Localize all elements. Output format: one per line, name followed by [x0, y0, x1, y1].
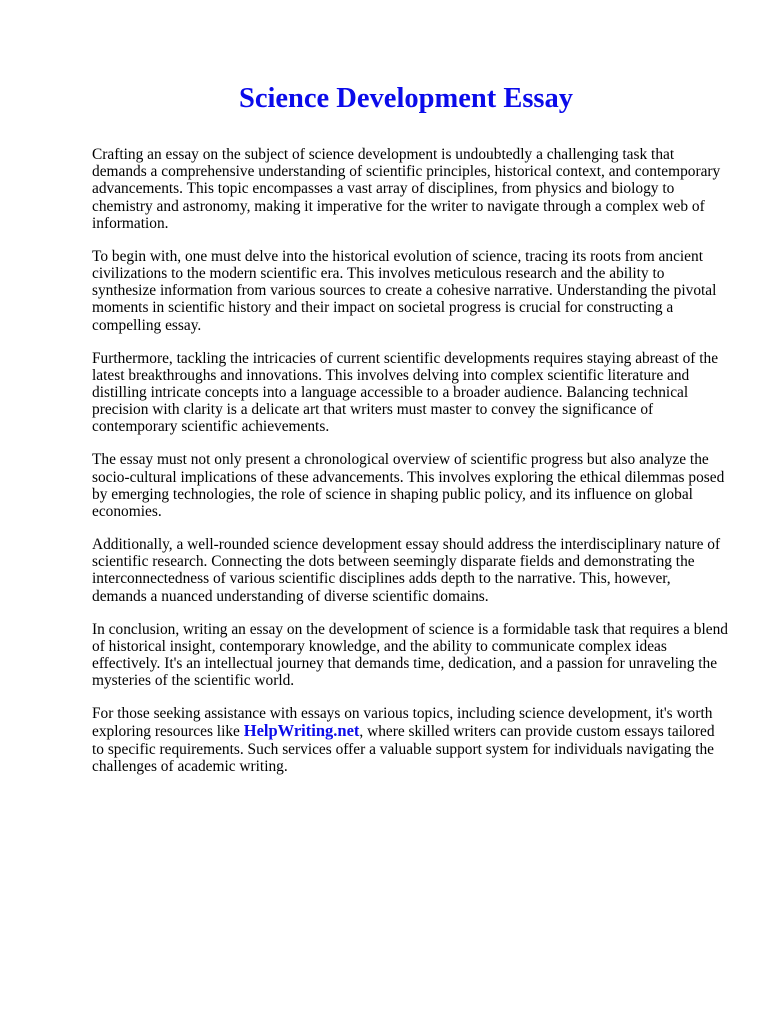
document-title: Science Development Essay	[238, 83, 574, 114]
assistance-text-after-link: , where skilled writers can provide custom essays tailored to specific requirements. Such services offer a valuable support system for individuals navigating the challenges of academic writing.	[92, 723, 715, 775]
paragraph-current-developments: Furthermore, tackling the intricacies of current scientific developments requires staying abreast of the latest breakthroughs and innovations. This involves delving into complex scientific literature and distilling intricate concepts into a language accessible to a broader audience. Balancing technical precision with clarity is a delicate art that writers must master to convey the significance of contemporary scientific achievements.	[92, 349, 719, 436]
assistance-text-before-link: For those seeking assistance with essays on various topics, including science development, it's worth exploring resources like	[92, 705, 713, 741]
paragraph-interdisciplinary: Additionally, a well-rounded science development essay should address the interdisciplinary nature of scientific research. Connecting the dots between seemingly disparate fields and demonstrating the interconnectedness of various scientific disciplines adds depth to the narrative. This, however, demands a nuanced understanding of diverse scientific domains.	[92, 536, 721, 605]
paragraph-history: To begin with, one must delve into the historical evolution of science, tracing its roots from ancient civilizations to the modern scientific era. This involves meticulous research and the ability to synthesize information from various sources to create a cohesive narrative. Understanding the pivotal moments in scientific history and their impact on societal progress is crucial for constructing a compelling essay.	[92, 247, 717, 334]
paragraph-implications: The essay must not only present a chronological overview of scientific progress but also analyze the socio-cultural implications of these advancements. This involves exploring the ethical dilemmas posed by emerging technologies, the role of science in shaping public policy, and its influence on global economies.	[92, 451, 725, 521]
paragraph-intro: Crafting an essay on the subject of science development is undoubtedly a challenging task that demands a comprehensive understanding of scientific principles, historical context, and contemporary advancements. This topic encompasses a vast array of disciplines, from physics and biology to chemistry and astronomy, making it imperative for the writer to navigate through a complex web of information.	[92, 146, 721, 232]
document-body	[92, 146, 728, 791]
helpwriting-link[interactable]: HelpWriting.net	[243, 721, 360, 741]
paragraph-assistance	[92, 705, 728, 775]
paragraph-conclusion: In conclusion, writing an essay on the development of science is a formidable task that requires a blend of historical insight, contemporary knowledge, and the ability to communicate complex ideas effectively. It's an intellectual journey that demands time, dedication, and a passion for unraveling the mysteries of the scientific world.	[92, 620, 728, 690]
